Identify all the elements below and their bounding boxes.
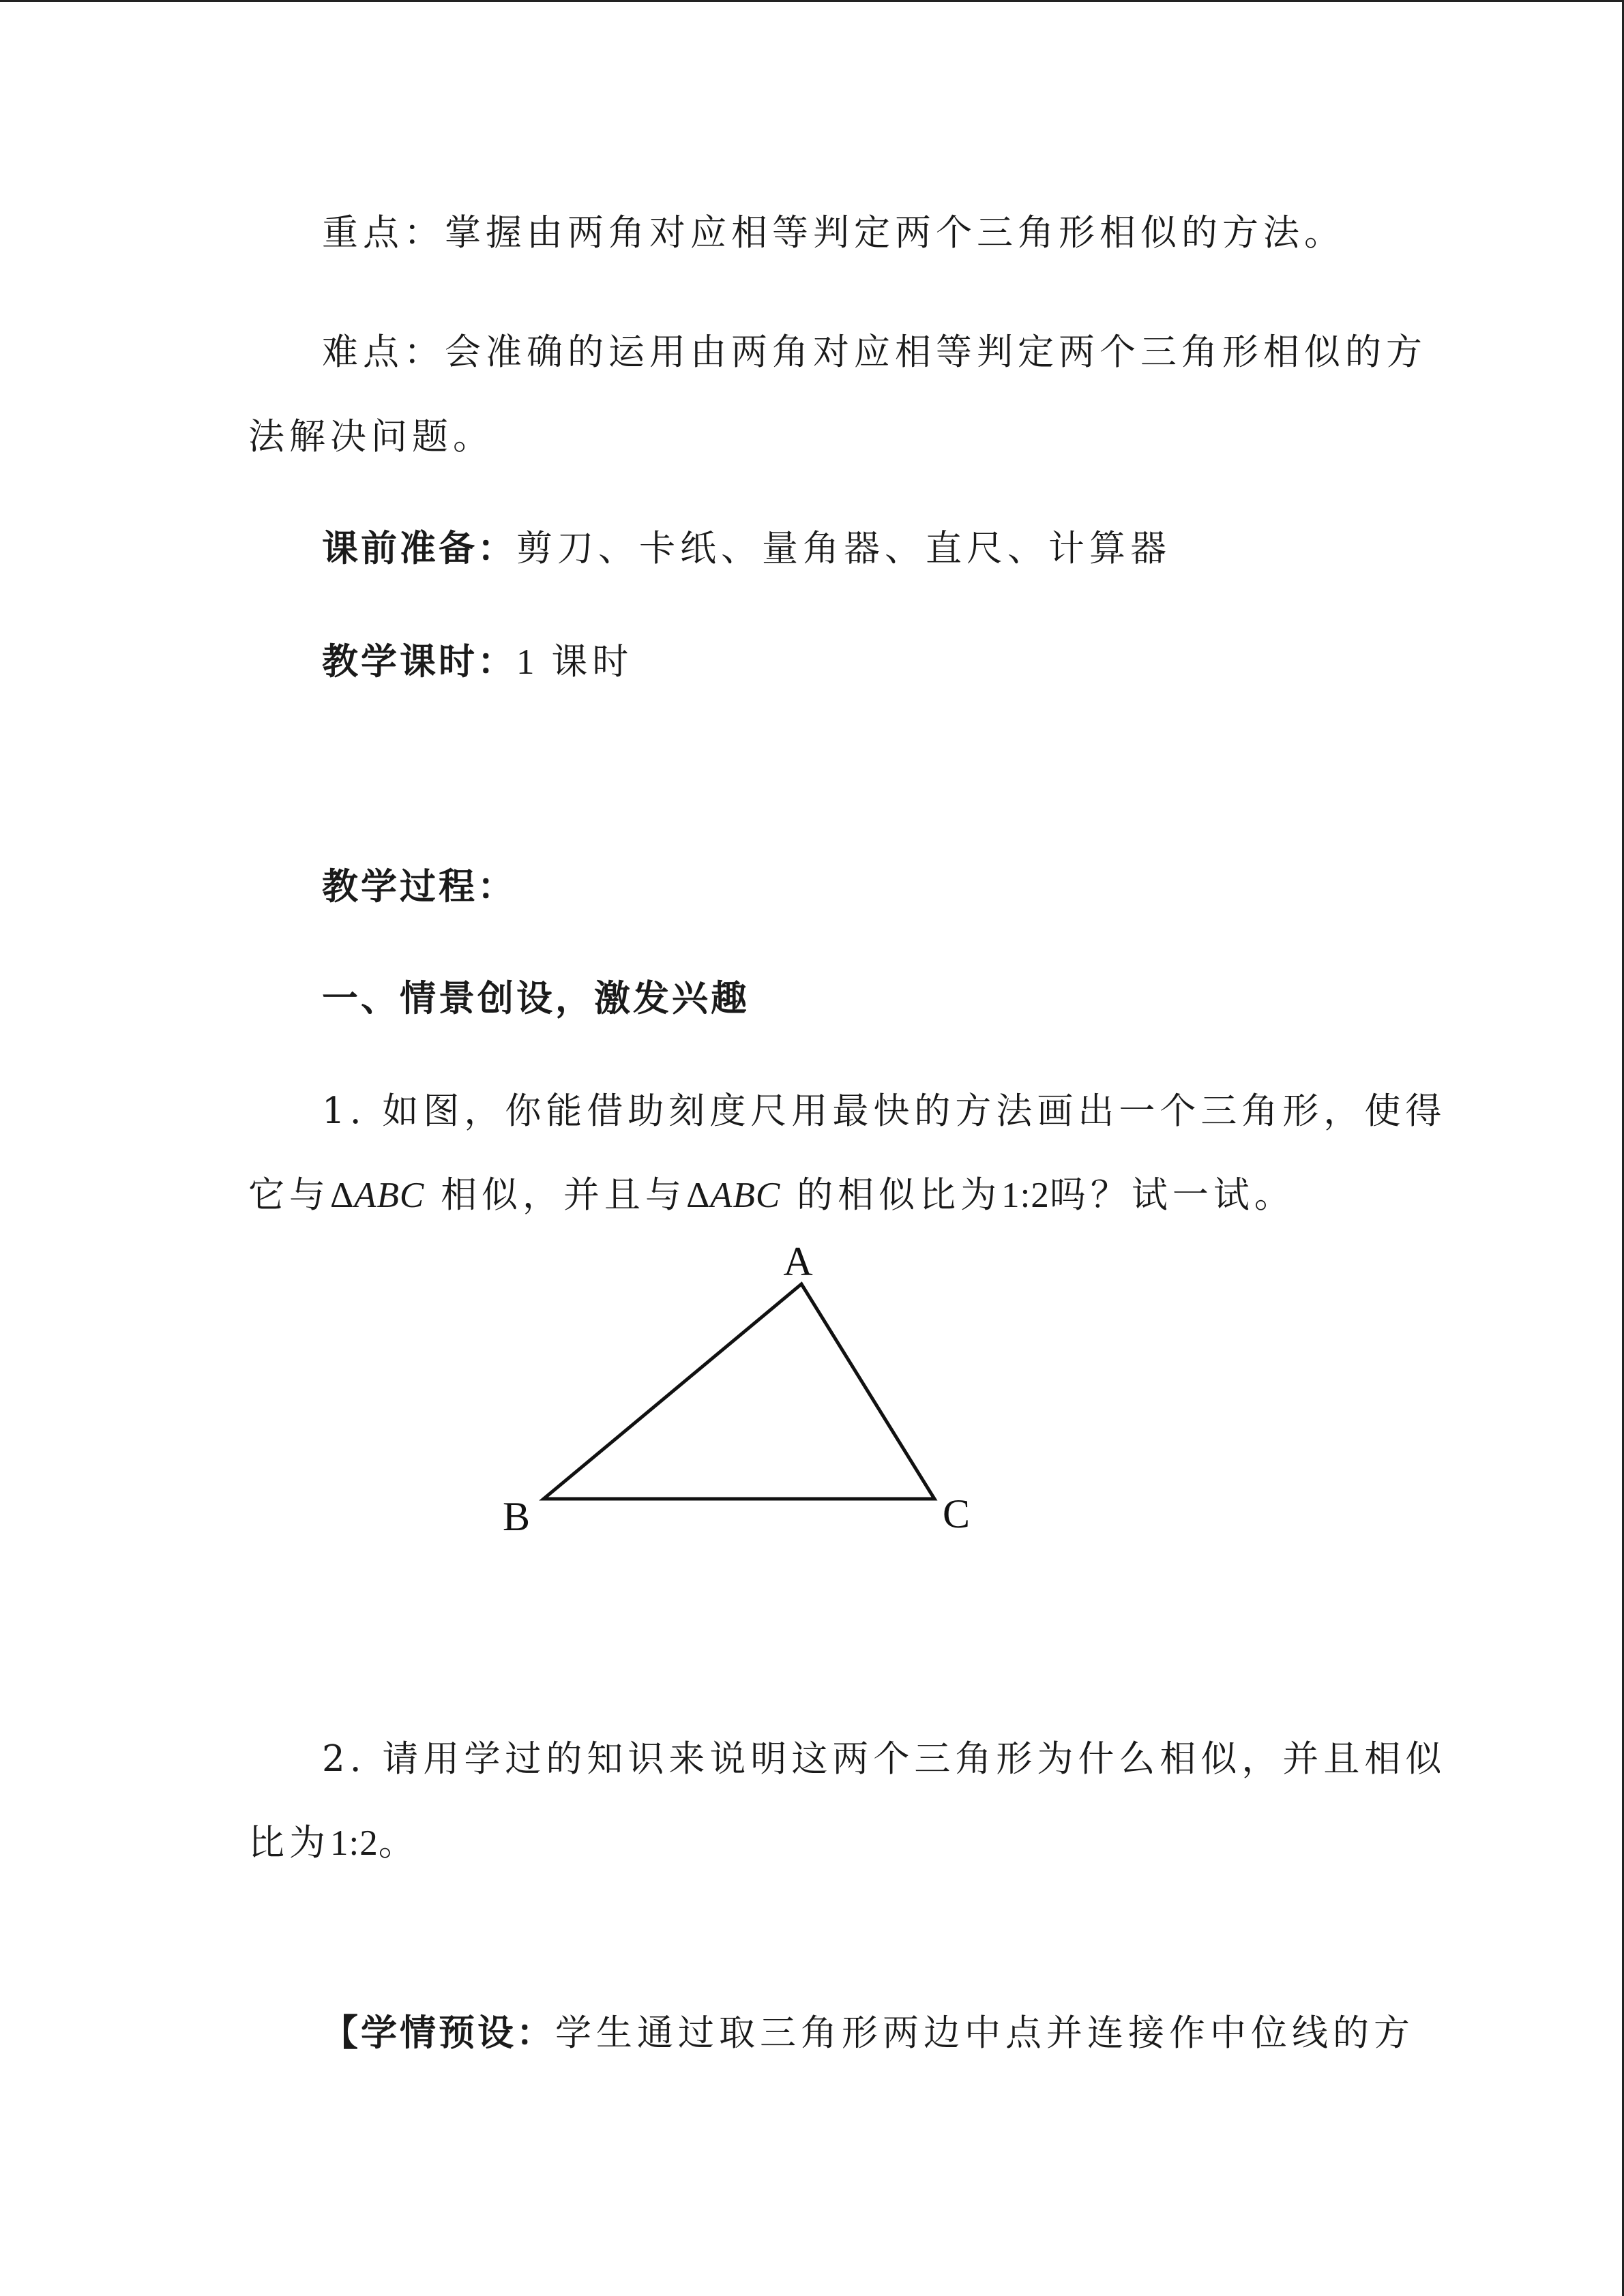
process-heading: 教学过程： (322, 866, 516, 908)
preparation-text: 剪刀、卡纸、量角器、直尺、计算器 (516, 528, 1171, 569)
section-one-heading: 一、情景创设，激发兴趣 (322, 978, 750, 1019)
vertex-label-c: C (942, 1491, 971, 1536)
preparation-label: 课前准备： (322, 528, 516, 569)
question1-part-3: 的相似比为 (797, 1174, 1002, 1216)
vertex-label-b: B (502, 1494, 531, 1539)
class-hours-number: 1 (516, 642, 535, 682)
question2-text-1: 2. 请用学过的知识来说明这两个三角形为什么相似，并且相似 (322, 1738, 1447, 1780)
class-hours-unit: 课时 (551, 641, 634, 683)
question1-text-1: 1. 如图，你能借助刻度尺用最快的方法画出一个三角形，使得 (322, 1090, 1447, 1132)
question1-part-4: 吗？试一试。 (1049, 1174, 1295, 1216)
delta-symbol: Δ (330, 1176, 355, 1215)
student-preset-line (322, 2012, 1415, 2054)
key-point-label: 重点： (322, 212, 445, 254)
delta-symbol: Δ (686, 1176, 711, 1215)
ratio-value: 1:2 (1001, 1176, 1050, 1215)
question1-part-1: 它与 (248, 1174, 330, 1216)
difficulty-label: 难点： (322, 331, 445, 373)
triangle-abc-shape (544, 1284, 934, 1499)
vertex-label-a: A (783, 1239, 813, 1284)
question2-part-2: 。 (378, 1822, 419, 1864)
question2-part-1: 比为 (248, 1822, 330, 1864)
difficulty-text-1: 会准确的运用由两角对应相等判定两个三角形相似的方 (445, 331, 1427, 373)
triangle-name: ABC (354, 1176, 425, 1215)
student-preset-label: 【学情预设： (322, 2012, 555, 2054)
student-preset-text: 学生通过取三角形两边中点并连接作中位线的方 (555, 2012, 1415, 2054)
key-point-text: 掌握由两角对应相等判定两个三角形相似的方法。 (445, 212, 1345, 254)
class-hours-label: 教学课时： (322, 641, 516, 683)
question2-line-2 (248, 1822, 419, 1864)
question1-part-2: 相似，并且与 (441, 1174, 687, 1216)
ratio-value: 1:2 (330, 1823, 379, 1863)
triangle-name: ABC (710, 1176, 781, 1215)
difficulty-text-2: 法解决问题。 (248, 416, 494, 458)
question2-line-1 (322, 1738, 1447, 1780)
